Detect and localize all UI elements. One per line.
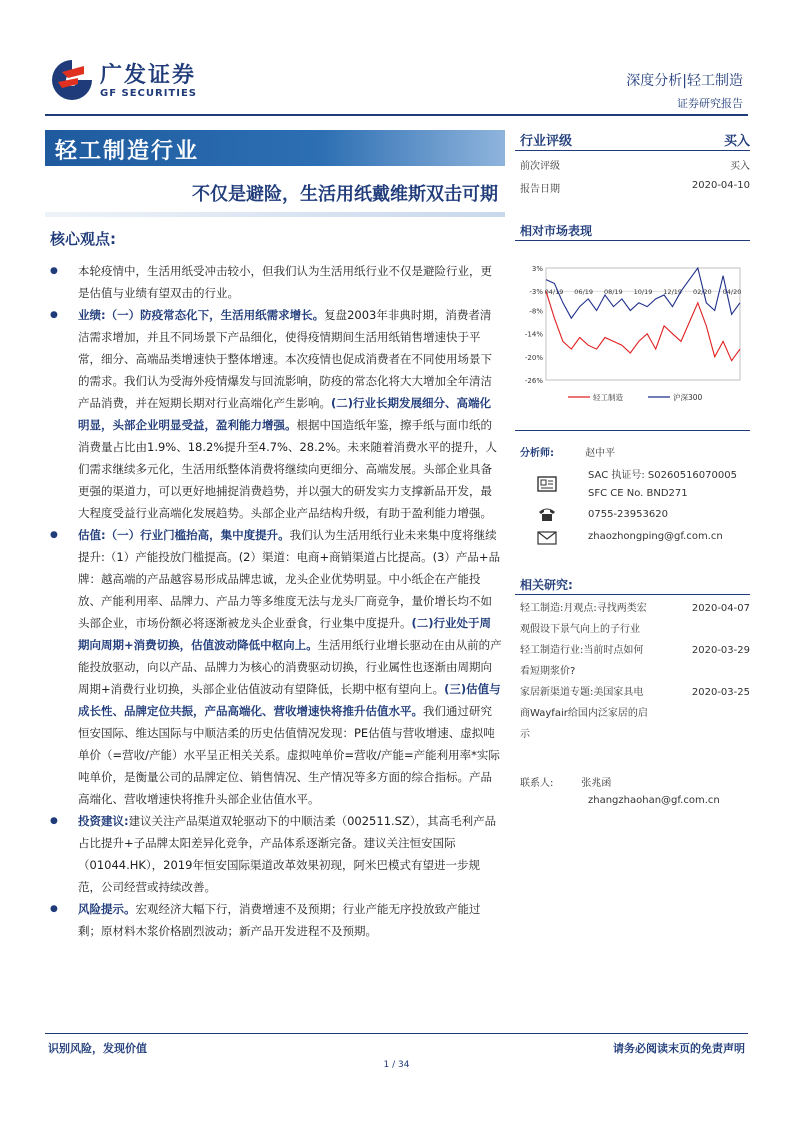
research-item-title-cont: 示	[520, 729, 530, 740]
valuation-heading-3: (三)估值与成长性、品牌定位共振，产品高端化、营收增速快将推升估值水平。	[78, 682, 501, 718]
x-tick-label: 04/20	[722, 288, 742, 297]
performance-heading-1: 业绩:（一）防疫常态化下，生活用纸需求增长。	[78, 308, 325, 322]
y-tick-label: -14%	[524, 330, 543, 339]
contact-label: 联系人:	[520, 778, 554, 789]
series-line-light-industry	[546, 291, 740, 361]
risk-text: 宏观经济大幅下行，消费增速不及预期；行业产能无序投放致产能过剩；原材料木浆价格剧烈波动；新产品开发进程不及预期。	[78, 902, 481, 938]
contact-block	[520, 774, 750, 806]
prev-rating-row	[520, 157, 750, 172]
header-divider	[45, 114, 748, 116]
intro-text: 本轮疫情中，生活用纸受冲击较小，但我们认为生活用纸行业不仅是避险行业，更是估值与业绩有望双击的行业。	[78, 264, 492, 300]
research-item	[520, 598, 750, 619]
valuation-text-3: 我们通过研究恒安国际、维达国际与中顺洁柔的历史估值情况发现：PE估值与营收增速、虚拟吨单价（=营收/产能）水平呈正相关关系。虚拟吨单价=营收/产能=产能利用率*实际吨单价，是衡量公司的品牌定位、销售情况、生产情况等多方面的综合指标。产品高端化、营收增速快将推升头部企业估值水平。	[78, 704, 500, 806]
analyst-phone: 0755-23953620	[588, 509, 668, 520]
market-title: 相对市场表现	[520, 224, 593, 238]
investment-heading: 投资建议:	[78, 814, 129, 828]
analyst-email: zhaozhongping@gf.com.cn	[588, 531, 723, 542]
legend-label: 沪深300	[673, 393, 703, 402]
y-tick-label: -3%	[529, 288, 543, 297]
valuation-text-1: 我们认为生活用纸行业未来集中度将继续提升:（1）产能投放门槛提高。(2）渠道：电商+商销渠道占比提高。(3）产品+品牌：越高端的产品越容易形成品牌忠诚，龙头企业优势明显。中小纸企在产能投放、产能利用率、品牌力、产品力等多维度无法与龙头厂商竞争，量价增长均不如头部企业，市场份额必将逐渐被龙头企业蚕食，行业集中度提升。	[78, 528, 501, 630]
x-tick-label: 02/20	[692, 288, 712, 297]
bullet-investment	[50, 810, 502, 898]
report-date-label: 报告日期	[520, 184, 560, 195]
x-tick-label: 12/19	[663, 288, 683, 297]
email-icon	[537, 530, 557, 546]
research-item-title: 轻工制造:月观点:寻找两类宏	[520, 603, 647, 614]
prev-rating-label: 前次评级	[520, 161, 560, 172]
rating-value: 买入	[723, 134, 750, 149]
page-number: 1 / 34	[383, 1060, 410, 1070]
performance-text-2: 根据中国造纸年鉴，擦手纸与面巾纸的消费量占比由1.9%、18.2%提升至4.7%、28.2%。未来随着消费水平的提升，人们需求继续多元化，生活用纸整体消费将继续向更细分、高端发展。头部企业具备更强的渠道力，可以更好地捕捉消费趋势，并以强大的研发实力支撑新品开发，最大程度受益行业高端化发展趋势。头部企业产品结构升级，有助于盈利能力增强。	[78, 418, 497, 520]
report-subtitle: 不仅是避险，生活用纸戴维斯双击可期	[192, 184, 498, 205]
prev-rating-value: 买入	[730, 161, 750, 172]
y-tick-label: 3%	[531, 265, 543, 273]
report-type: 证券研究报告	[677, 97, 743, 110]
bullet-risk	[50, 898, 502, 942]
analyst-label: 分析师:	[520, 448, 554, 459]
research-item-title-cont: 观假设下景气向上的子行业	[520, 624, 640, 635]
research-item-title-cont: 商Wayfair给国内泛家居的启	[520, 708, 648, 719]
contact-name: 张兆函	[581, 778, 612, 789]
phone-icon	[537, 506, 557, 522]
id-card-icon	[537, 476, 557, 492]
logo-cn: 广发证券	[100, 63, 197, 88]
footer-slogan: 识别风险，发现价值	[48, 1042, 147, 1055]
investment-text: 建议关注产品渠道双轮驱动下的中顺洁柔（002511.SZ），其高毛利产品占比提升+子品牌太阳差异化竞争，产品体系逐渐完备。建议关注恒安国际（01044.HK），2019年恒安国际渠道改革效果初现，阿米巴模式有望进一步规范，公司经营或持续改善。	[78, 814, 497, 894]
x-tick-label: 04/19	[544, 288, 564, 297]
y-tick-label: -8%	[529, 307, 543, 316]
core-view-title: 核心观点:	[50, 230, 116, 248]
research-item-date: 2020-03-29	[691, 645, 750, 656]
rating-row	[520, 130, 750, 149]
contact-email: zhangzhaohan@gf.com.cn	[588, 795, 720, 806]
research-item-title-cont: 看短期浆价?	[520, 666, 576, 677]
research-item-title: 轻工制造行业:当前时点如何	[520, 645, 644, 656]
y-tick-label: -20%	[524, 353, 543, 362]
analyst-name: 赵中平	[585, 448, 616, 459]
analyst-divider	[515, 430, 750, 431]
chart-frame	[546, 268, 740, 380]
research-item-date: 2020-03-25	[691, 687, 750, 698]
valuation-text-2: 生活用纸行业增长驱动在由从前的产能投放驱动，向以产品、品牌力为核心的消费驱动切换，行业属性也逐渐由周期向周期+消费行业切换，头部企业估值波动有望降低，长期中枢有望向上。	[78, 638, 502, 696]
research-list	[520, 598, 750, 745]
research-divider	[515, 594, 750, 595]
x-tick-label: 08/19	[603, 288, 623, 297]
research-item-date: 2020-04-07	[691, 603, 750, 614]
logo-en: GF SECURITIES	[100, 88, 198, 99]
analyst-sfc: SFC CE No. BND271	[588, 488, 688, 499]
x-tick-label: 06/19	[574, 288, 594, 297]
footer-disclaimer: 请务必阅读末页的免责声明	[613, 1042, 745, 1055]
bullet-intro	[50, 260, 502, 304]
industry-title: 轻工制造行业	[55, 139, 200, 164]
y-tick-label: -26%	[524, 377, 543, 385]
bullet-performance	[50, 304, 502, 524]
footer-divider	[45, 1033, 748, 1034]
research-item-title: 家居新渠道专题:美国家具电	[520, 687, 644, 698]
valuation-heading-1: 估值:（一）行业门槛抬高，集中度提升。	[78, 528, 290, 542]
report-category: 深度分析|轻工制造	[626, 73, 743, 89]
legend-label: 轻工制造	[593, 393, 623, 402]
valuation-heading-2: (二)行业处于周期向周期+消费切换，估值波动降低中枢向上。	[78, 616, 492, 652]
analyst-sac: SAC 执证号: S0260516070005	[588, 470, 737, 481]
relative-performance-chart	[518, 258, 750, 408]
gf-logo-icon	[48, 56, 96, 104]
market-divider	[515, 240, 750, 241]
research-item	[520, 682, 750, 703]
bullet-valuation	[50, 524, 502, 810]
subtitle-bar	[45, 212, 505, 217]
research-title: 相关研究:	[520, 578, 573, 592]
research-item	[520, 640, 750, 661]
rating-divider	[515, 150, 750, 151]
risk-heading: 风险提示。	[78, 902, 136, 916]
performance-text-1: 复盘2003年非典时期，消费者清洁需求增加，并且不同场景下产品细化，使得疫情期间生活用纸销售增速快于平常，细分、高端品类增速快于整体增速。本次疫情也促成消费者在不同使用场景下的需求。我们认为受海外疫情爆发与回流影响，防疫的常态化将大大增加全年清洁产品消费，并在短期长期对行业高端化产生影响。	[78, 308, 492, 410]
analyst-header	[520, 444, 750, 459]
report-date-value: 2020-04-10	[691, 180, 750, 191]
rating-label: 行业评级	[520, 134, 573, 149]
performance-heading-2: (二)行业长期发展细分、高端化明显，头部企业明显受益，盈利能力增强。	[78, 396, 492, 432]
x-tick-label: 10/19	[633, 288, 653, 297]
core-view-body	[50, 260, 502, 942]
report-date-row	[520, 180, 750, 195]
